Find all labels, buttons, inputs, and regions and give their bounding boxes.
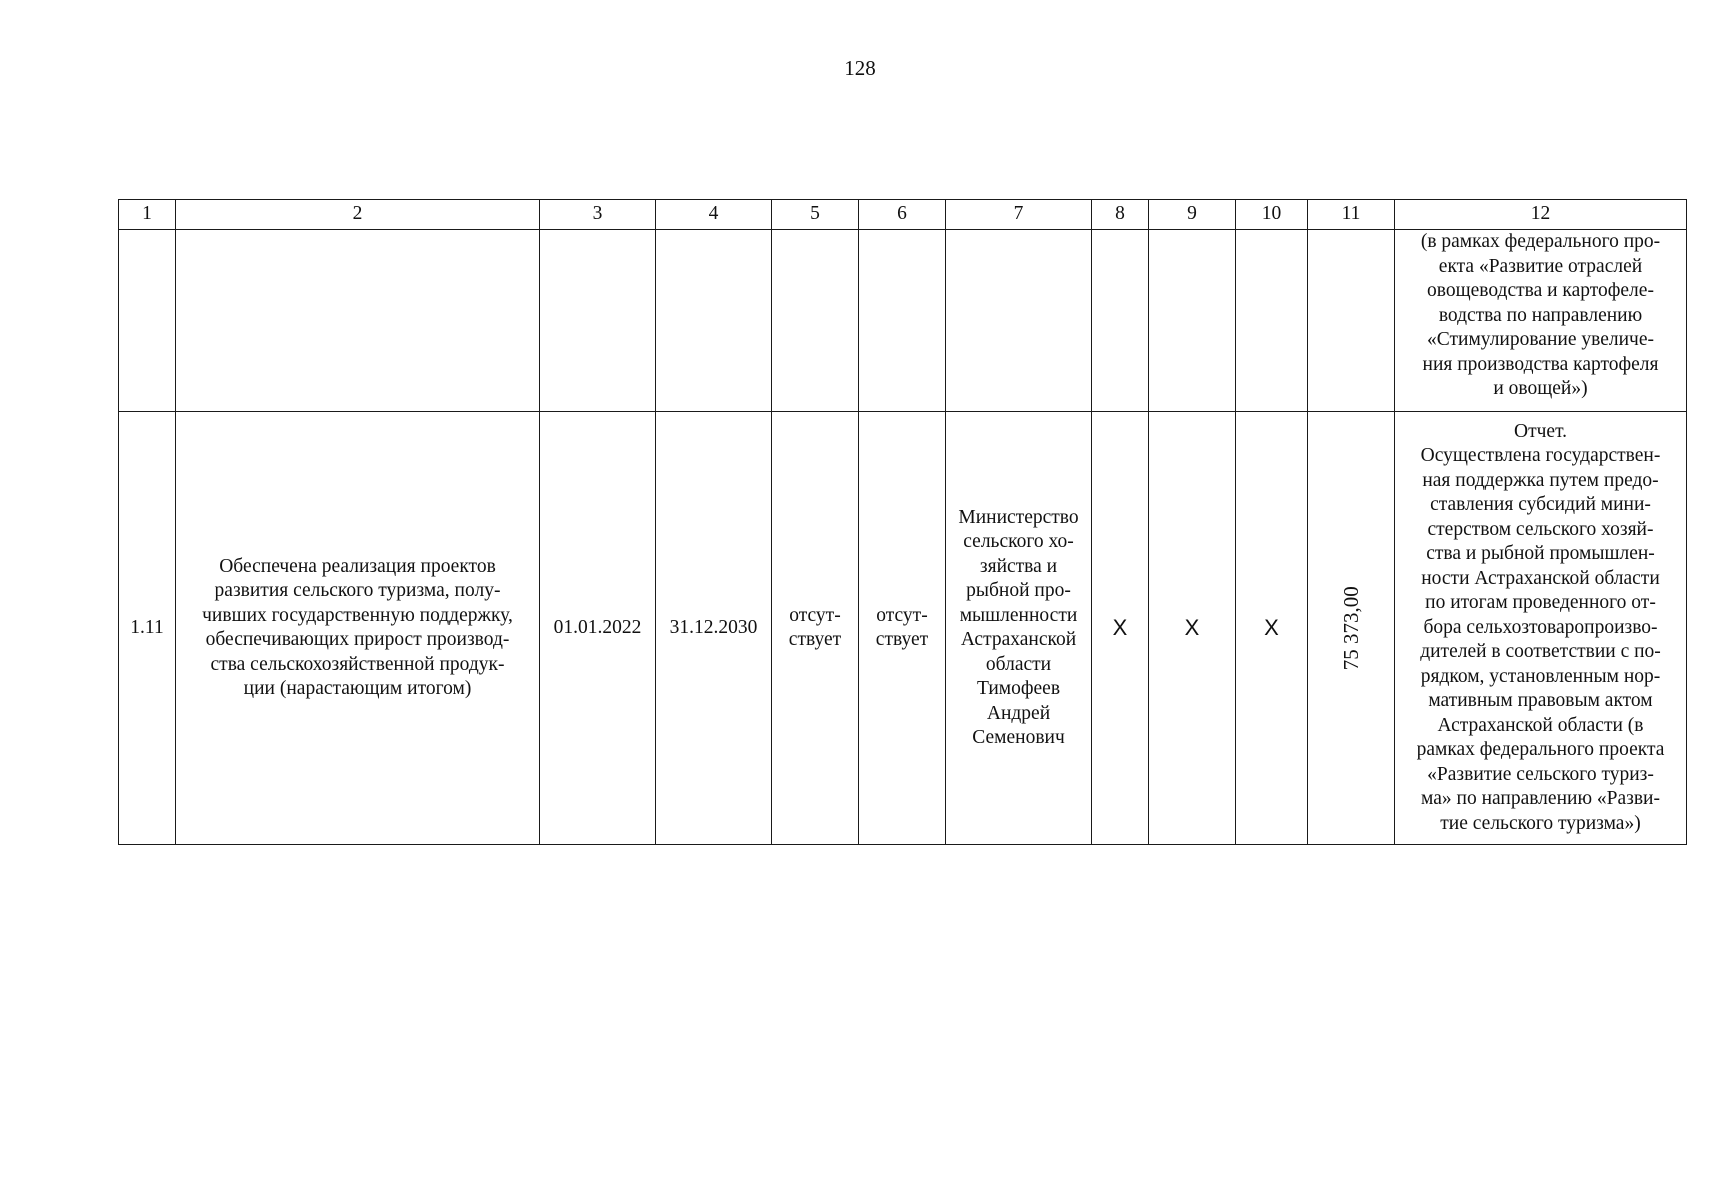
empty-cell bbox=[1236, 230, 1308, 412]
table-row-1-11 bbox=[119, 412, 1687, 845]
amount-value: 75 373,00 bbox=[1338, 586, 1363, 670]
empty-cell bbox=[176, 230, 540, 412]
start-date-cell: 01.01.2022 bbox=[540, 412, 656, 845]
amount-cell bbox=[1308, 412, 1395, 845]
column-5-cell: отсут- ствует bbox=[772, 412, 859, 845]
continuation-note-cell: (в рамках федерального про- екта «Развитие отраслей овощеводства и картофеле- водства по направлению «Стимулирование увеличе- ния производства картофеля и овощей») bbox=[1395, 230, 1687, 412]
column-header-2: 2 bbox=[176, 200, 540, 230]
column-header-1: 1 bbox=[119, 200, 176, 230]
column-header-10: 10 bbox=[1236, 200, 1308, 230]
column-header-9: 9 bbox=[1149, 200, 1236, 230]
column-10-cell: Х bbox=[1236, 412, 1308, 845]
end-date-cell: 31.12.2030 bbox=[656, 412, 772, 845]
empty-cell bbox=[1308, 230, 1395, 412]
column-header-4: 4 bbox=[656, 200, 772, 230]
column-9-cell: Х bbox=[1149, 412, 1236, 845]
table-header-row bbox=[119, 200, 1687, 230]
page-number: 128 bbox=[844, 56, 876, 80]
empty-cell bbox=[1149, 230, 1236, 412]
empty-cell bbox=[859, 230, 946, 412]
row-number-cell: 1.11 bbox=[119, 412, 176, 845]
report-cell: Отчет. Осуществлена государствен- ная поддержка путем предо- ставления субсидий мини- стерством сельского хозяй- ства и рыбной промышлен- ности Астраханской области по итогам проведенного от- бора сельхозтоваропроизво- дителей в соответствии с по- рядком, установленным нор- мативным правовым актом Астраханской области (в рамках федерального проекта «Развитие сельского туриз- ма» по направлению «Разви- тие сельского туризма») bbox=[1395, 412, 1687, 845]
empty-cell bbox=[656, 230, 772, 412]
column-header-8: 8 bbox=[1092, 200, 1149, 230]
column-header-5: 5 bbox=[772, 200, 859, 230]
column-header-11: 11 bbox=[1308, 200, 1395, 230]
empty-cell bbox=[540, 230, 656, 412]
responsible-cell: Министерство сельского хо- зяйства и рыбной про- мышленности Астраханской области Тимофеев Андрей Семенович bbox=[946, 412, 1092, 845]
indicator-table bbox=[118, 199, 1687, 845]
result-description-cell: Обеспечена реализация проектов развития сельского туризма, полу- чивших государственную поддержку, обеспечивающих прирост производ- ства сельскохозяйственной продук- ции (нарастающим итогом) bbox=[176, 412, 540, 845]
column-header-6: 6 bbox=[859, 200, 946, 230]
column-header-3: 3 bbox=[540, 200, 656, 230]
column-header-12: 12 bbox=[1395, 200, 1687, 230]
column-6-cell: отсут- ствует bbox=[859, 412, 946, 845]
column-8-cell: Х bbox=[1092, 412, 1149, 845]
empty-cell bbox=[772, 230, 859, 412]
empty-cell bbox=[1092, 230, 1149, 412]
empty-cell bbox=[119, 230, 176, 412]
empty-cell bbox=[946, 230, 1092, 412]
column-header-7: 7 bbox=[946, 200, 1092, 230]
table-row-continuation bbox=[119, 230, 1687, 412]
